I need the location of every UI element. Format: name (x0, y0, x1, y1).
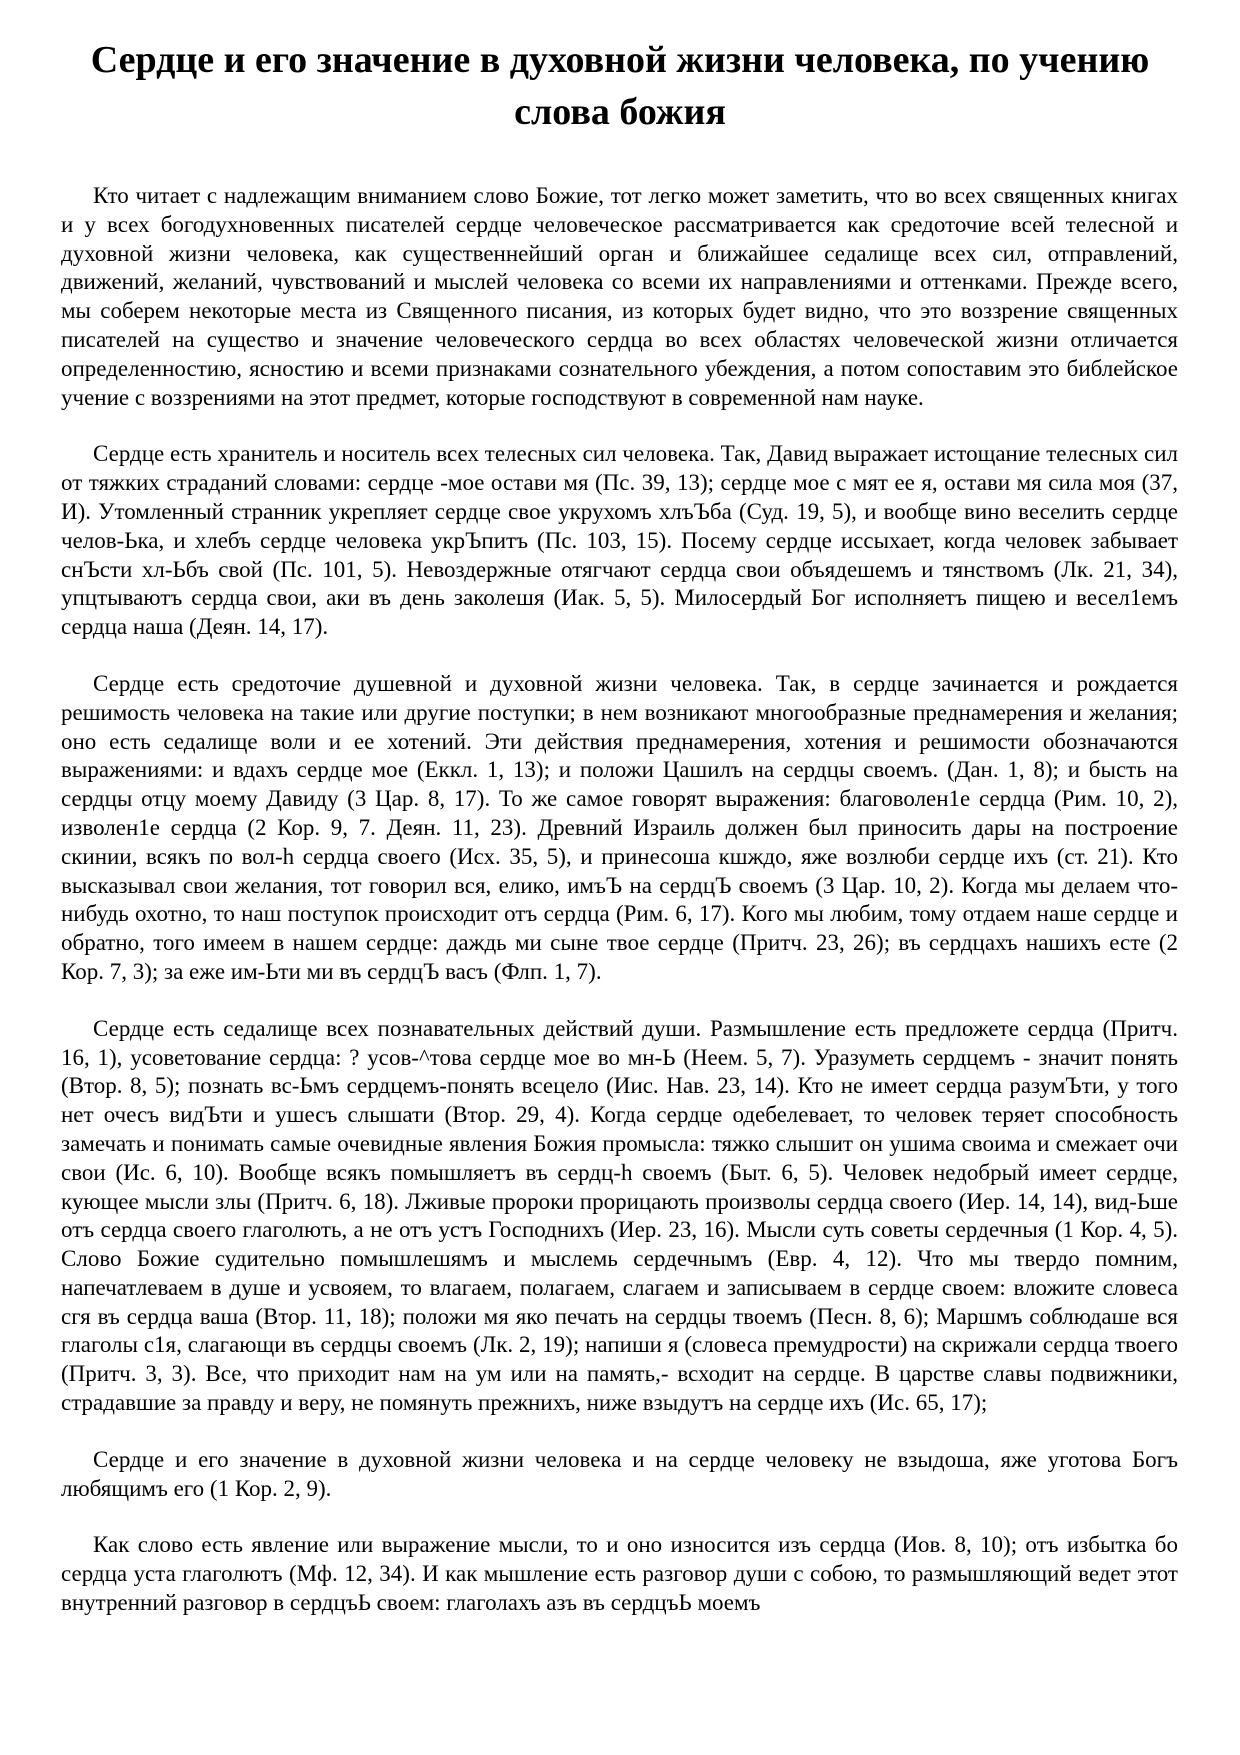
document-title: Сердце и его значение в духовной жизни человека, по учению слова божия (90, 39, 1150, 133)
paragraph-heart-significance: Сердце и его значение в духовной жизни человека и на сердце человеку не взыдоша, яже уготова Богъ любящимъ его (1 Кор. 2, 9). (61, 1446, 1178, 1501)
paragraph-spiritual-center: Сердце есть средоточие душевной и духовной жизни человека. Так, в сердце зачинается и рождается решимость человека на такие или другие поступки; в нем возникают многообразные преднамерения и желания; оно есть седалище воли и ее хотений. Эти действия преднамерения, хотения и решимости обозначаются выражениями: и вдахъ сердце мое (Еккл. 1, 13); и положи Цашилъ на сердцы своемъ. (Дан. 1, 8); и бысть на сердцы отцу моему Давиду (3 Цар. 8, 17). То же самое говорят выражения: благоволен1е сердца (Рим. 10, 2), изволен1е сердца (2 Кор. 9, 7. Деян. 11, 23). Древний Израиль должен был приносить дары на построение скинии, всякъ по вол-h сердца своего (Исх. 35, 5), и принесоша кшждо, яже возлюби сердце ихъ (ст. 21). Кто высказывал свои желания, тот говорил вся, елико, имъЪ на сердцЪ своемъ (3 Цар. 10, 2). Когда мы делаем что-нибудь охотно, то наш поступок происходит отъ сердца (Рим. 6, 17). Кого мы любим, тому отдаем наше сердце и обратно, того имеем в нашем сердце: даждь ми сыне твое сердце (Притч. 23, 26); въ сердцахъ нашихъ есте (2 Кор. 7, 3); за еже им-Ьти ми въ сердцЪ васъ (Флп. 1, 7). (61, 670, 1178, 984)
paragraph-word-and-thought: Как слово есть явление или выражение мысли, то и оно износится изъ сердца (Иов. 8, 10); отъ избытка бо сердца уста глаголютъ (Мф. 12, 34). И как мышление есть разговор души с собою, то размышляющий ведет этот внутренний разговор в сердцъЬ своем: глаголахъ азъ въ сердцъЬ моемъ (61, 1532, 1178, 1616)
paragraph-bodily-strength: Сердце есть хранитель и носитель всех телесных сил человека. Так, Давид выражает истощание телесных сил от тяжких страданий словами: сердце -мое остави мя (Пс. 39, 13); сердце мое с мят ее я, остави мя сила моя (37, И). Утомленный странник укрепляет сердце свое укрухомъ хлъЪба (Суд. 19, 5), и вообще вино веселить сердце челов-Ька, и хлебъ сердце человека укрЪпитъ (Пс. 103, 15). Посему сердце иссыхает, когда человек забывает снЪсти хл-Ьбъ свой (Пс. 101, 5). Невоздержные отягчают сердца свои объядешемъ и тянствомъ (Лк. 21, 34), упцтываютъ сердца свои, аки въ день заколешя (Иак. 5, 5). Милосердый Бог исполняетъ пищею и весел1емъ сердца наша (Деян. 14, 17). (61, 441, 1178, 640)
document-body (61, 182, 1178, 1646)
paragraph-intro: Кто читает с надлежащим вниманием слово Божие, тот легко может заметить, что во всех священных книгах и у всех богодухновенных писателей сердце человеческое рассматривается как средоточие всей телесной и духовной жизни человека, как существеннейший орган и ближайшее седалище всех сил, отправлений, движений, желаний, чувствований и мыслей человека со всеми их направлениями и оттенками. Прежде всего, мы соберем некоторые места из Священного писания, из которых будет видно, что это воззрение священных писателей на существо и значение человеческого сердца во всех областях человеческой жизни отличается определенностию, ясностию и всеми признаками сознательного убеждения, а потом сопоставим это библейское учение с воззрениями на этот предмет, которые господствуют в современной нам науке. (61, 183, 1178, 410)
paragraph-cognition: Сердце есть седалище всех познавательных действий души. Размышление есть предложете сердца (Притч. 16, 1), усоветование сердца: ? усов-^това сердце мое во мн-Ь (Неем. 5, 7). Уразуметь сердцемъ - значит понять (Втор. 8, 5); познать вс-Ьмъ сердцемъ-понять всецело (Иис. Нав. 23, 14). Кто не имеет сердца разумЪти, у того нет очесъ видЪти и ушесъ слышати (Втор. 29, 4). Когда сердце одебелевает, то человек теряет способность замечать и понимать самые очевидные явления Божия промысла: тяжко слышит он ушима своима и смежает очи свои (Ис. 6, 10). Вообще всякъ помышляетъ въ сердц-h своемъ (Быт. 6, 5). Человек недобрый имеет сердце, кующее мысли злы (Притч. 6, 18). Лживые пророки прорицають произволы сердца своего (Иер. 14, 14), вид-Ьше отъ сердца своего глаголють, а не отъ устъ Господнихъ (Иер. 23, 16). Мысли суть советы сердечныя (1 Кор. 4, 5). Слово Божие судительно помышлешямъ и мыслемь сердечнымъ (Евр. 4, 12). Что мы твердо помним, напечатлеваем в душе и усвояем, то влагаем, полагаем, слагаем и записываем в сердце своем: вложите словеса сгя въ сердца ваша (Втор. 11, 18); положи мя яко печать на сердцы твоемъ (Песн. 8, 6); Маршмъ соблюдаше вся глаголы с1я, слагающи въ сердцы своемъ (Лк. 2, 19); напиши я (словеса премудрости) на скрижали сердца твоего (Притч. 3, 3). Все, что приходит нам на ум или на память,- всходит на сердце. В царстве славы подвижники, страдавшие за правду и веру, не помянуть прежнихъ, ниже взыдутъ на сердце ихъ (Ис. 65, 17); (61, 1015, 1178, 1416)
